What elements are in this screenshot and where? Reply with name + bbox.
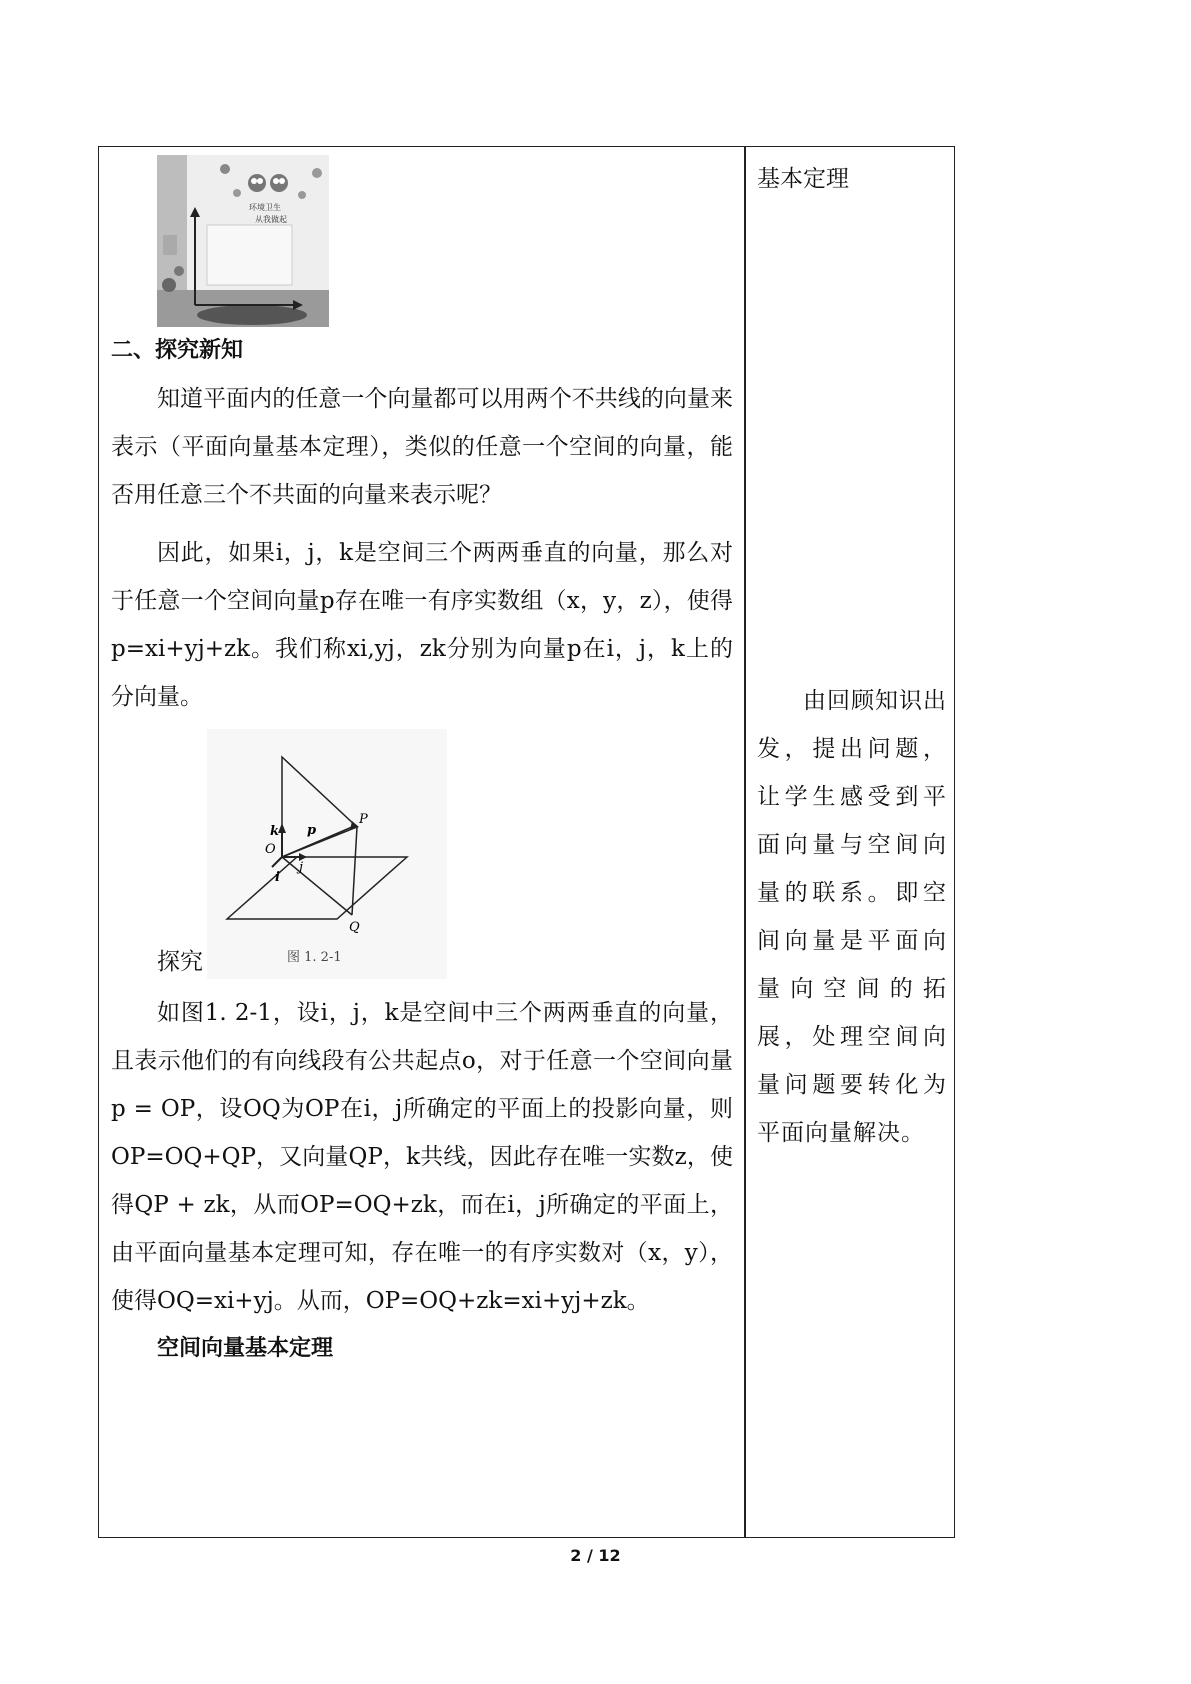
label-p: p xyxy=(307,823,317,838)
vector-decomposition-figure xyxy=(207,729,447,979)
explore-label: 探究 xyxy=(157,949,203,975)
column-divider xyxy=(744,147,746,1537)
side-top-text: 基本定理 xyxy=(757,166,849,192)
classroom-corner-photo xyxy=(157,155,329,327)
label-k: k xyxy=(270,824,280,839)
label-i: i xyxy=(275,870,280,885)
paragraph-3: 如图1. 2-1，设i，j，k是空间中三个两两垂直的向量，且表示他们的有向线段有公共起点o，对于任意一个空间向量p = OP，设OQ为OP在i，j所确定的平面上的投影向量，则OP=OQ+QP，又向量QP，k共线，因此存在唯一实数z，使得QP + zk，从而OP=OQ+zk，而在i，j所确定的平面上，由平面向量基本定理可知，存在唯一的有序实数对（x，y），使得OQ=xi+yj。从而，OP=OQ+zk=xi+yj+zk。 xyxy=(111,1000,733,1314)
sign-line1: 环境卫生 xyxy=(249,203,281,212)
subheading-theorem: 空间向量基本定理 xyxy=(157,1336,334,1361)
main-column xyxy=(111,155,733,1373)
paragraph-2: 因此，如果i，j，k是空间三个两两垂直的向量，那么对于任意一个空间向量p存在唯一有序实数组（x，y，z），使得p=xi+yj+zk。我们称xi,yj，zk分别为向量p在i，j，k上的分向量。 xyxy=(111,540,733,710)
sign-line2: 从我做起 xyxy=(255,215,287,224)
section-title: 二、探究新知 xyxy=(111,338,244,363)
content-table xyxy=(98,146,955,1538)
side-note: 由回顾知识出发，提出问题，让学生感受到平面向量与空间向量的联系。即空间向量是平面向量向空间的拓展，处理空间向量问题要转化为平面向量解决。 xyxy=(757,688,947,1146)
page-number: 2 / 12 xyxy=(570,1546,621,1565)
label-O: O xyxy=(265,842,276,857)
label-P: P xyxy=(359,812,368,827)
paragraph-1: 知道平面内的任意一个向量都可以用两个不共线的向量来表示（平面向量基本定理），类似的任意一个空间的向量，能否用任意三个不共面的向量来表示呢？ xyxy=(111,386,733,508)
figure-caption: 图 1. 2-1 xyxy=(287,950,342,965)
label-Q: Q xyxy=(349,920,360,935)
figure-block xyxy=(111,729,733,979)
label-j: j xyxy=(299,860,304,875)
